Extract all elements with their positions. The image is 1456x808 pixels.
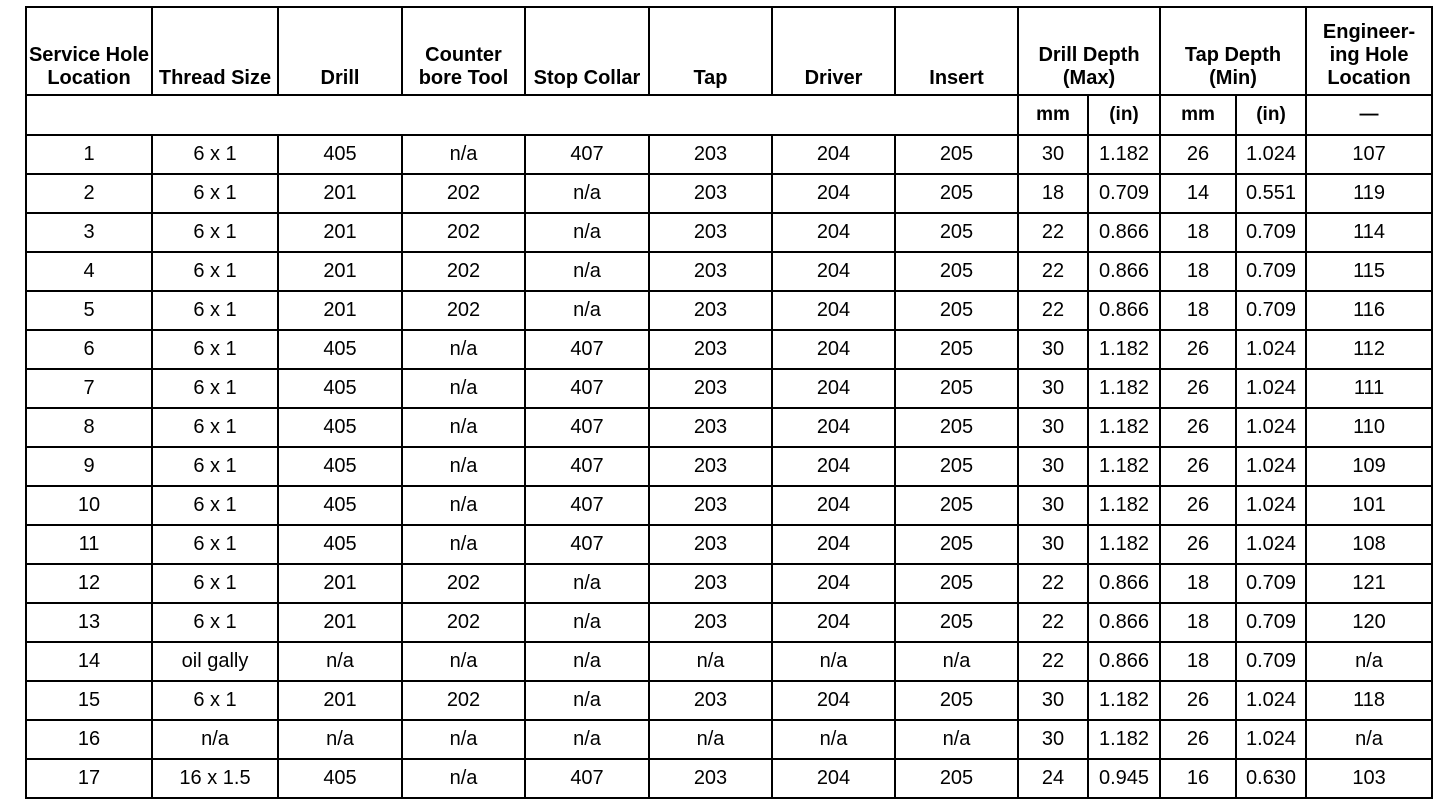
engineering-hole-location-cell: 119 [1306, 174, 1432, 213]
service-hole-location-cell: 10 [26, 486, 152, 525]
tap-depth-in-cell: 0.709 [1236, 291, 1306, 330]
units-blank-cell [26, 95, 1018, 135]
table-row [26, 174, 1432, 213]
table-row [26, 603, 1432, 642]
drill-cell: 201 [278, 564, 402, 603]
drill-depth-mm-cell: 22 [1018, 603, 1088, 642]
counterbore-tool-cell: n/a [402, 642, 525, 681]
engineering-hole-location-cell: 118 [1306, 681, 1432, 720]
engineering-hole-location-cell: n/a [1306, 642, 1432, 681]
tap-depth-mm-cell: 26 [1160, 681, 1236, 720]
tap-depth-mm-cell: 18 [1160, 291, 1236, 330]
tap-cell: n/a [649, 720, 772, 759]
stop-collar-cell: n/a [525, 720, 649, 759]
service-hole-table [25, 6, 1433, 799]
insert-cell: n/a [895, 720, 1018, 759]
driver-cell: 204 [772, 486, 895, 525]
thread-size-cell: 6 x 1 [152, 252, 278, 291]
drill-cell: 405 [278, 525, 402, 564]
insert-cell: 205 [895, 213, 1018, 252]
units-row [26, 95, 1432, 135]
thread-size-cell: 6 x 1 [152, 564, 278, 603]
tap-depth-in-cell: 1.024 [1236, 720, 1306, 759]
driver-cell: 204 [772, 408, 895, 447]
driver-cell: 204 [772, 135, 895, 174]
tap-depth-mm-cell: 26 [1160, 135, 1236, 174]
drill-cell: n/a [278, 642, 402, 681]
drill-depth-in-cell: 1.182 [1088, 369, 1160, 408]
drill-depth-in-cell: 0.866 [1088, 252, 1160, 291]
drill-depth-in-cell: 0.866 [1088, 213, 1160, 252]
service-hole-location-cell: 9 [26, 447, 152, 486]
drill-depth-in-cell: 0.709 [1088, 174, 1160, 213]
service-hole-location-cell: 6 [26, 330, 152, 369]
engineering-hole-location-cell: 111 [1306, 369, 1432, 408]
engineering-hole-location-cell: 116 [1306, 291, 1432, 330]
tap-depth-in-cell: 1.024 [1236, 135, 1306, 174]
counterbore-tool-cell: 202 [402, 291, 525, 330]
service-hole-location-cell: 2 [26, 174, 152, 213]
service-hole-location-cell: 7 [26, 369, 152, 408]
tap-cell: 203 [649, 525, 772, 564]
tap-cell: 203 [649, 330, 772, 369]
insert-cell: 205 [895, 486, 1018, 525]
tap-cell: 203 [649, 213, 772, 252]
tap-depth-in-cell: 0.709 [1236, 252, 1306, 291]
drill-depth-mm-cell: 22 [1018, 213, 1088, 252]
drill-depth-mm-cell: 30 [1018, 720, 1088, 759]
stop-collar-cell: n/a [525, 681, 649, 720]
drill-depth-in-cell: 1.182 [1088, 135, 1160, 174]
tap-depth-mm-cell: 18 [1160, 564, 1236, 603]
tap-depth-mm-cell: 26 [1160, 447, 1236, 486]
drill-depth-in-cell: 0.866 [1088, 291, 1160, 330]
header-row [26, 7, 1432, 95]
tap-cell: n/a [649, 642, 772, 681]
driver-cell: n/a [772, 720, 895, 759]
table-row [26, 564, 1432, 603]
drill-depth-mm-cell: 30 [1018, 408, 1088, 447]
engineering-hole-location-cell: 120 [1306, 603, 1432, 642]
insert-cell: 205 [895, 564, 1018, 603]
counterbore-tool-cell: 202 [402, 174, 525, 213]
service-hole-location-cell: 11 [26, 525, 152, 564]
service-hole-location-cell: 17 [26, 759, 152, 798]
header-tap-depth: Tap Depth (Min) [1160, 7, 1306, 95]
driver-cell: 204 [772, 330, 895, 369]
tap-depth-in-cell: 1.024 [1236, 369, 1306, 408]
drill-depth-mm-cell: 30 [1018, 369, 1088, 408]
stop-collar-cell: 407 [525, 369, 649, 408]
stop-collar-cell: n/a [525, 642, 649, 681]
stop-collar-cell: n/a [525, 252, 649, 291]
drill-cell: 405 [278, 759, 402, 798]
header-service-hole-location: Service Hole Location [26, 7, 152, 95]
drill-cell: 201 [278, 213, 402, 252]
tap-depth-mm-cell: 16 [1160, 759, 1236, 798]
engineering-hole-location-cell: n/a [1306, 720, 1432, 759]
driver-cell: n/a [772, 642, 895, 681]
table-row [26, 681, 1432, 720]
thread-size-cell: 6 x 1 [152, 525, 278, 564]
insert-cell: 205 [895, 135, 1018, 174]
drill-depth-mm-cell: 24 [1018, 759, 1088, 798]
counterbore-tool-cell: n/a [402, 759, 525, 798]
driver-cell: 204 [772, 759, 895, 798]
tap-depth-in-cell: 1.024 [1236, 681, 1306, 720]
drill-depth-mm-cell: 22 [1018, 252, 1088, 291]
thread-size-cell: 6 x 1 [152, 603, 278, 642]
driver-cell: 204 [772, 252, 895, 291]
unit-drill-mm: mm [1018, 95, 1088, 135]
drill-depth-in-cell: 1.182 [1088, 447, 1160, 486]
engineering-hole-location-cell: 110 [1306, 408, 1432, 447]
header-insert: Insert [895, 7, 1018, 95]
tap-cell: 203 [649, 252, 772, 291]
tap-cell: 203 [649, 408, 772, 447]
table-row [26, 213, 1432, 252]
stop-collar-cell: 407 [525, 408, 649, 447]
tap-depth-in-cell: 1.024 [1236, 330, 1306, 369]
drill-depth-in-cell: 0.866 [1088, 603, 1160, 642]
thread-size-cell: 6 x 1 [152, 681, 278, 720]
engineering-hole-location-cell: 121 [1306, 564, 1432, 603]
driver-cell: 204 [772, 174, 895, 213]
drill-depth-mm-cell: 30 [1018, 525, 1088, 564]
counterbore-tool-cell: n/a [402, 369, 525, 408]
tap-depth-mm-cell: 14 [1160, 174, 1236, 213]
service-hole-location-cell: 16 [26, 720, 152, 759]
insert-cell: 205 [895, 369, 1018, 408]
counterbore-tool-cell: 202 [402, 564, 525, 603]
service-hole-location-cell: 15 [26, 681, 152, 720]
drill-depth-mm-cell: 30 [1018, 486, 1088, 525]
unit-drill-in: (in) [1088, 95, 1160, 135]
engineering-hole-location-cell: 115 [1306, 252, 1432, 291]
table-body [26, 135, 1432, 798]
tap-depth-in-cell: 0.709 [1236, 642, 1306, 681]
tap-depth-mm-cell: 18 [1160, 603, 1236, 642]
stop-collar-cell: 407 [525, 759, 649, 798]
engineering-hole-location-cell: 101 [1306, 486, 1432, 525]
thread-size-cell: 6 x 1 [152, 369, 278, 408]
counterbore-tool-cell: n/a [402, 486, 525, 525]
driver-cell: 204 [772, 291, 895, 330]
tap-cell: 203 [649, 681, 772, 720]
thread-size-cell: 6 x 1 [152, 330, 278, 369]
tap-depth-in-cell: 0.551 [1236, 174, 1306, 213]
unit-tap-mm: mm [1160, 95, 1236, 135]
table-row [26, 135, 1432, 174]
thread-size-cell: 6 x 1 [152, 174, 278, 213]
header-stop-collar: Stop Collar [525, 7, 649, 95]
insert-cell: 205 [895, 291, 1018, 330]
driver-cell: 204 [772, 564, 895, 603]
thread-size-cell: 16 x 1.5 [152, 759, 278, 798]
tap-cell: 203 [649, 174, 772, 213]
tap-cell: 203 [649, 135, 772, 174]
thread-size-cell: oil gally [152, 642, 278, 681]
drill-depth-mm-cell: 22 [1018, 564, 1088, 603]
drill-cell: 201 [278, 681, 402, 720]
header-drill: Drill [278, 7, 402, 95]
header-counterbore-tool: Counter bore Tool [402, 7, 525, 95]
tap-cell: 203 [649, 603, 772, 642]
table-row [26, 447, 1432, 486]
insert-cell: 205 [895, 174, 1018, 213]
drill-depth-in-cell: 1.182 [1088, 525, 1160, 564]
tap-depth-mm-cell: 18 [1160, 642, 1236, 681]
tap-cell: 203 [649, 447, 772, 486]
tap-depth-in-cell: 1.024 [1236, 408, 1306, 447]
stop-collar-cell: n/a [525, 213, 649, 252]
tap-depth-mm-cell: 26 [1160, 486, 1236, 525]
insert-cell: 205 [895, 525, 1018, 564]
thread-size-cell: 6 x 1 [152, 213, 278, 252]
header-tap: Tap [649, 7, 772, 95]
service-hole-location-cell: 12 [26, 564, 152, 603]
stop-collar-cell: n/a [525, 291, 649, 330]
tap-depth-mm-cell: 26 [1160, 720, 1236, 759]
stop-collar-cell: 407 [525, 525, 649, 564]
engineering-hole-location-cell: 108 [1306, 525, 1432, 564]
drill-depth-in-cell: 0.866 [1088, 564, 1160, 603]
driver-cell: 204 [772, 603, 895, 642]
service-hole-location-cell: 1 [26, 135, 152, 174]
tap-cell: 203 [649, 369, 772, 408]
tap-depth-mm-cell: 26 [1160, 330, 1236, 369]
drill-cell: 405 [278, 330, 402, 369]
drill-depth-mm-cell: 22 [1018, 642, 1088, 681]
drill-cell: 405 [278, 135, 402, 174]
drill-cell: 405 [278, 408, 402, 447]
insert-cell: 205 [895, 759, 1018, 798]
service-hole-location-cell: 3 [26, 213, 152, 252]
tap-cell: 203 [649, 564, 772, 603]
insert-cell: 205 [895, 681, 1018, 720]
table-row [26, 252, 1432, 291]
service-hole-location-cell: 13 [26, 603, 152, 642]
tap-cell: 203 [649, 759, 772, 798]
insert-cell: 205 [895, 252, 1018, 291]
thread-size-cell: 6 x 1 [152, 447, 278, 486]
tap-depth-mm-cell: 26 [1160, 408, 1236, 447]
tap-cell: 203 [649, 291, 772, 330]
driver-cell: 204 [772, 447, 895, 486]
drill-cell: 201 [278, 603, 402, 642]
drill-cell: n/a [278, 720, 402, 759]
insert-cell: n/a [895, 642, 1018, 681]
tap-cell: 203 [649, 486, 772, 525]
drill-depth-in-cell: 0.945 [1088, 759, 1160, 798]
tap-depth-mm-cell: 26 [1160, 369, 1236, 408]
thread-size-cell: n/a [152, 720, 278, 759]
engineering-hole-location-cell: 112 [1306, 330, 1432, 369]
service-hole-location-cell: 4 [26, 252, 152, 291]
drill-depth-mm-cell: 22 [1018, 291, 1088, 330]
unit-engineering-dash: — [1306, 95, 1432, 135]
service-hole-location-cell: 5 [26, 291, 152, 330]
table-row [26, 291, 1432, 330]
drill-cell: 405 [278, 486, 402, 525]
drill-depth-mm-cell: 30 [1018, 447, 1088, 486]
tap-depth-in-cell: 0.709 [1236, 603, 1306, 642]
header-thread-size: Thread Size [152, 7, 278, 95]
tap-depth-in-cell: 0.630 [1236, 759, 1306, 798]
stop-collar-cell: n/a [525, 174, 649, 213]
insert-cell: 205 [895, 603, 1018, 642]
insert-cell: 205 [895, 447, 1018, 486]
insert-cell: 205 [895, 330, 1018, 369]
engineering-hole-location-cell: 109 [1306, 447, 1432, 486]
table-row [26, 369, 1432, 408]
counterbore-tool-cell: n/a [402, 447, 525, 486]
stop-collar-cell: 407 [525, 447, 649, 486]
driver-cell: 204 [772, 213, 895, 252]
drill-depth-in-cell: 1.182 [1088, 681, 1160, 720]
stop-collar-cell: 407 [525, 486, 649, 525]
tap-depth-in-cell: 1.024 [1236, 525, 1306, 564]
unit-tap-in: (in) [1236, 95, 1306, 135]
counterbore-tool-cell: n/a [402, 330, 525, 369]
counterbore-tool-cell: n/a [402, 408, 525, 447]
driver-cell: 204 [772, 681, 895, 720]
service-hole-location-cell: 14 [26, 642, 152, 681]
engineering-hole-location-cell: 103 [1306, 759, 1432, 798]
tap-depth-mm-cell: 18 [1160, 213, 1236, 252]
drill-depth-in-cell: 1.182 [1088, 720, 1160, 759]
table-row [26, 486, 1432, 525]
counterbore-tool-cell: 202 [402, 213, 525, 252]
counterbore-tool-cell: n/a [402, 720, 525, 759]
thread-size-cell: 6 x 1 [152, 291, 278, 330]
tap-depth-mm-cell: 18 [1160, 252, 1236, 291]
tap-depth-in-cell: 0.709 [1236, 564, 1306, 603]
stop-collar-cell: n/a [525, 603, 649, 642]
drill-depth-mm-cell: 30 [1018, 330, 1088, 369]
drill-depth-in-cell: 1.182 [1088, 408, 1160, 447]
drill-cell: 201 [278, 174, 402, 213]
counterbore-tool-cell: 202 [402, 681, 525, 720]
drill-depth-mm-cell: 30 [1018, 681, 1088, 720]
table-row [26, 720, 1432, 759]
drill-depth-in-cell: 1.182 [1088, 330, 1160, 369]
engineering-hole-location-cell: 114 [1306, 213, 1432, 252]
counterbore-tool-cell: n/a [402, 135, 525, 174]
tap-depth-mm-cell: 26 [1160, 525, 1236, 564]
insert-cell: 205 [895, 408, 1018, 447]
thread-size-cell: 6 x 1 [152, 486, 278, 525]
drill-cell: 405 [278, 369, 402, 408]
table-row [26, 525, 1432, 564]
driver-cell: 204 [772, 369, 895, 408]
counterbore-tool-cell: 202 [402, 603, 525, 642]
drill-cell: 201 [278, 252, 402, 291]
drill-depth-in-cell: 0.866 [1088, 642, 1160, 681]
drill-depth-mm-cell: 30 [1018, 135, 1088, 174]
header-driver: Driver [772, 7, 895, 95]
driver-cell: 204 [772, 525, 895, 564]
engineering-hole-location-cell: 107 [1306, 135, 1432, 174]
drill-cell: 405 [278, 447, 402, 486]
stop-collar-cell: 407 [525, 330, 649, 369]
tap-depth-in-cell: 1.024 [1236, 447, 1306, 486]
table-row [26, 759, 1432, 798]
service-hole-location-cell: 8 [26, 408, 152, 447]
drill-depth-mm-cell: 18 [1018, 174, 1088, 213]
table-row [26, 330, 1432, 369]
stop-collar-cell: n/a [525, 564, 649, 603]
tap-depth-in-cell: 1.024 [1236, 486, 1306, 525]
thread-size-cell: 6 x 1 [152, 135, 278, 174]
drill-cell: 201 [278, 291, 402, 330]
counterbore-tool-cell: n/a [402, 525, 525, 564]
drill-depth-in-cell: 1.182 [1088, 486, 1160, 525]
thread-size-cell: 6 x 1 [152, 408, 278, 447]
stop-collar-cell: 407 [525, 135, 649, 174]
table-row [26, 642, 1432, 681]
header-engineering-hole-location: Engineer- ing Hole Location [1306, 7, 1432, 95]
header-drill-depth: Drill Depth (Max) [1018, 7, 1160, 95]
tap-depth-in-cell: 0.709 [1236, 213, 1306, 252]
table-row [26, 408, 1432, 447]
counterbore-tool-cell: 202 [402, 252, 525, 291]
